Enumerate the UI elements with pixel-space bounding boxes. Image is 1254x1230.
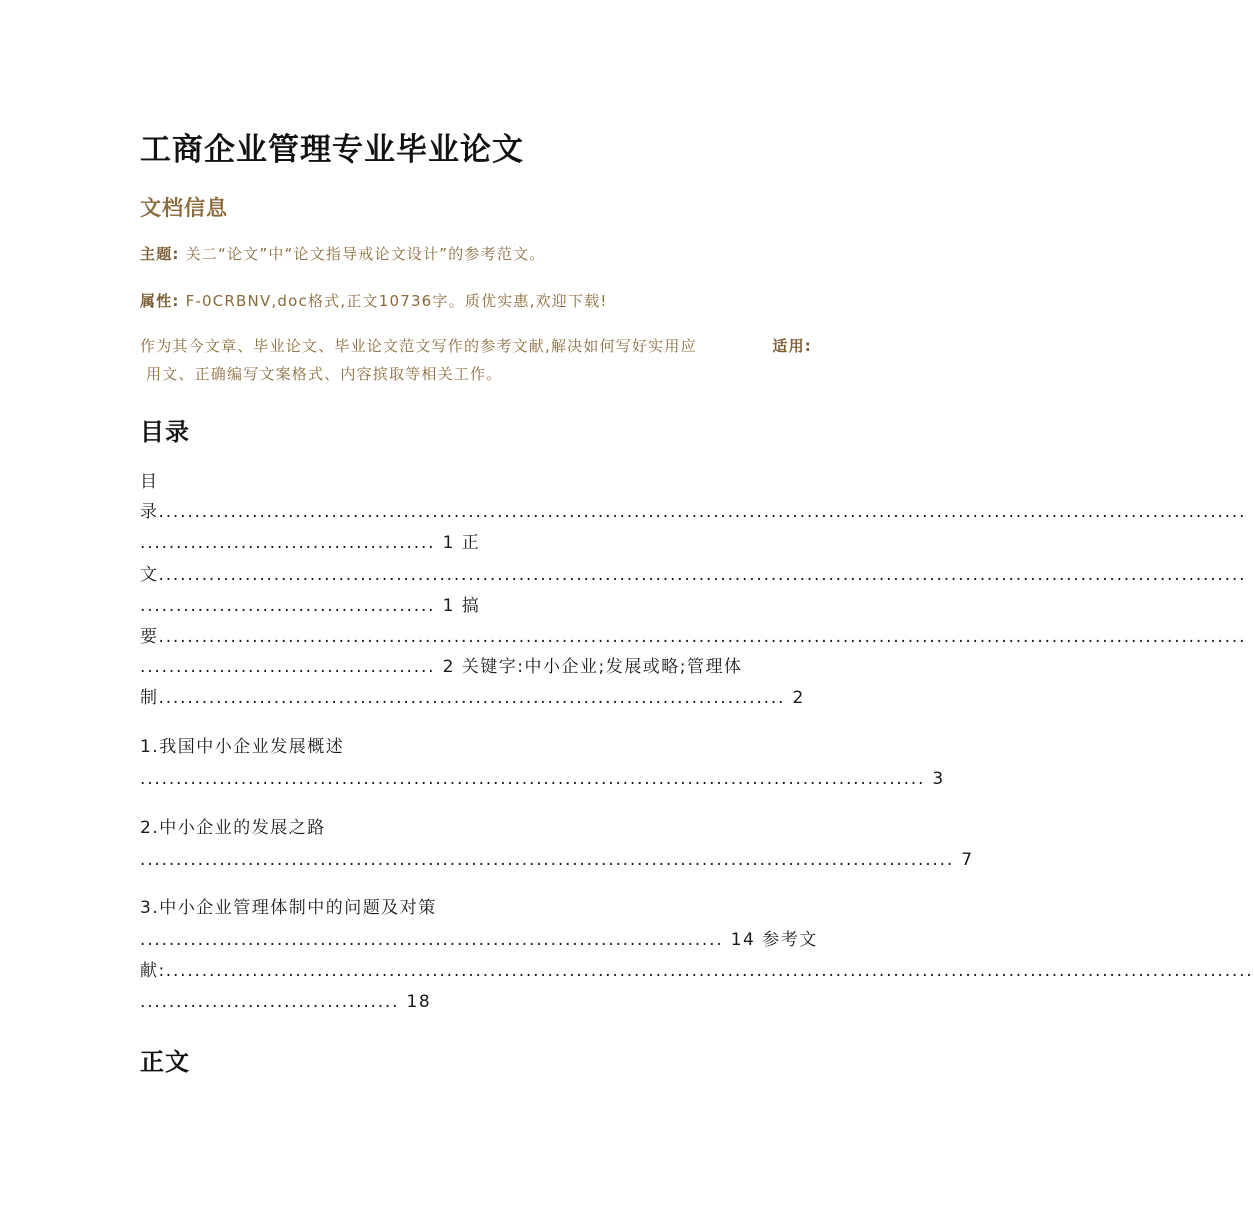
- toc-text: 目: [140, 472, 159, 492]
- subject-text: 关二“论文”中“论文指导戒论文设计”的参考范文。: [185, 245, 546, 263]
- toc-line: [140, 767, 945, 791]
- toc-text: 1 正: [442, 533, 481, 553]
- toc-leader-dots: .......................................................................................: [158, 688, 793, 708]
- document-info-heading: 文档信息: [140, 196, 228, 220]
- toc-leader-dots: .................................................................................................................: [140, 850, 962, 870]
- toc-leader-dots: .........................................: [140, 596, 443, 616]
- toc-text: 2 关键字:中小企业;发展或略;管理体: [442, 657, 743, 677]
- toc-section-title: [140, 896, 812, 920]
- attributes-line: [140, 287, 812, 315]
- toc-text: 1.我国中小企业发展概述: [140, 737, 345, 757]
- toc-page-number: 3: [932, 769, 945, 789]
- toc-page-number: 2: [792, 688, 805, 708]
- toc-line: [140, 848, 974, 872]
- toc-line: [140, 686, 812, 710]
- toc-leader-dots: .......................................................................................................................................................: [158, 627, 1247, 647]
- toc-line: [140, 594, 812, 618]
- toc-leader-dots: .......................................................................................................................................................: [165, 961, 1254, 981]
- toc-line: [140, 959, 1254, 983]
- usage-text-line2: 用文、正确编写文案格式、内容摈取等相关工作。: [146, 365, 503, 383]
- toc-leader-dots: ....................................: [140, 992, 407, 1012]
- toc-line: [140, 531, 812, 555]
- toc-text: 制: [140, 688, 159, 708]
- toc-leader-dots: .......................................................................................................................................................: [158, 565, 1247, 585]
- toc-leader-dots: .................................................................................: [140, 930, 731, 950]
- toc-page-number: 18: [406, 992, 432, 1012]
- toc-line: [140, 500, 1247, 524]
- toc-line: [140, 470, 812, 494]
- toc-line: [140, 625, 1247, 649]
- toc-text: 要: [140, 627, 159, 647]
- toc-heading: 目录: [140, 418, 190, 446]
- toc-leader-dots: .......................................................................................................................................................: [158, 502, 1247, 522]
- body-heading: 正文: [140, 1048, 190, 1076]
- toc-page-number: 7: [961, 850, 974, 870]
- toc-text: 3.中小企业管理体制中的问题及对策: [140, 898, 437, 918]
- attributes-label: 属性:: [140, 292, 180, 310]
- toc-line: [140, 563, 1247, 587]
- attributes-text: F-0CRBNV,doc格式,正文10736字。质优实惠,欢迎下载!: [185, 292, 608, 310]
- toc-text: 献:: [140, 961, 166, 981]
- usage-block: [140, 332, 812, 388]
- toc-section-title: [140, 735, 812, 759]
- toc-line: [140, 990, 812, 1014]
- toc-leader-dots: .........................................: [140, 657, 443, 677]
- toc-section-title: [140, 816, 812, 840]
- toc-text: 14 参考文: [730, 930, 818, 950]
- toc-leader-dots: .............................................................................................................: [140, 769, 933, 789]
- toc-line: [140, 655, 812, 679]
- toc-text: 录: [140, 502, 159, 522]
- usage-text-line1: 作为其今文章、毕业论文、毕业论文范文写作的参考文献,解决如何写好实用应: [140, 337, 697, 355]
- subject-label: 主题:: [140, 245, 180, 263]
- toc-text: 1 搞: [442, 596, 481, 616]
- usage-label: 适用:: [772, 337, 812, 355]
- toc-line: [140, 928, 818, 952]
- subject-line: [140, 240, 812, 268]
- toc-leader-dots: .........................................: [140, 533, 443, 553]
- toc-text: 文: [140, 565, 159, 585]
- document-title: 工商企业管理专业毕业论文: [140, 132, 524, 168]
- toc-text: 2.中小企业的发展之路: [140, 818, 326, 838]
